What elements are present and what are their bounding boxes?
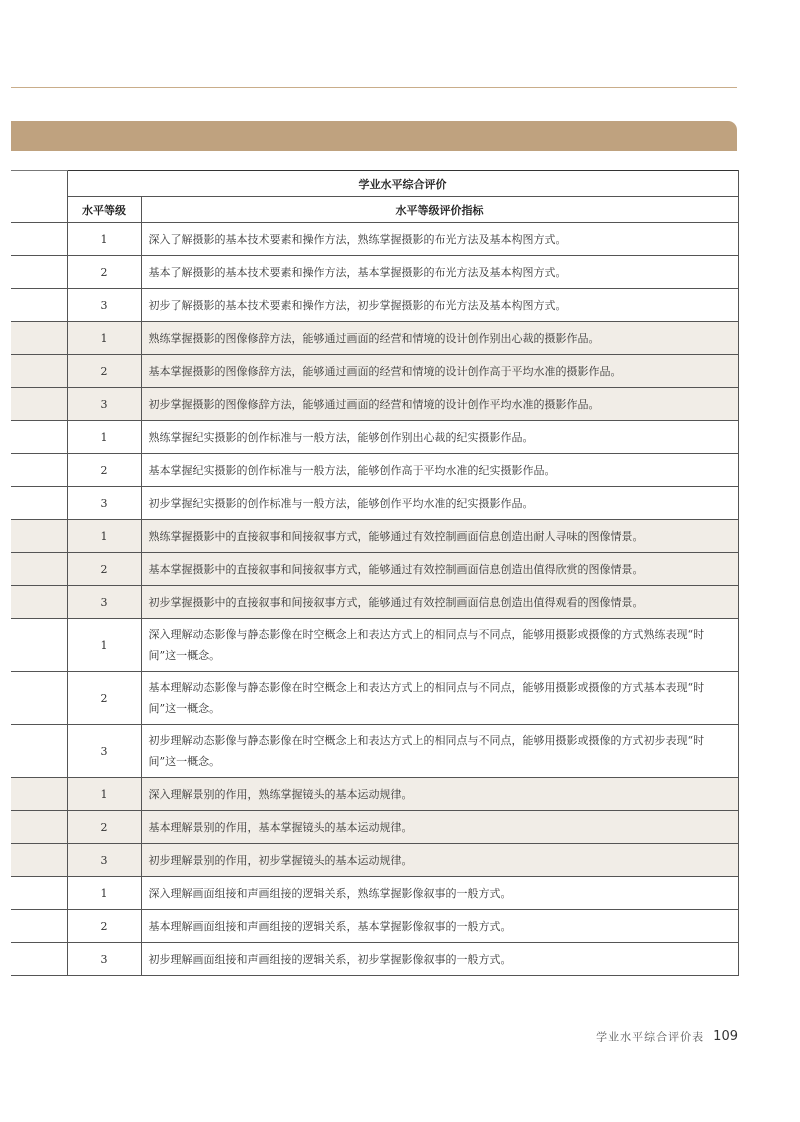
stub-cell [11, 877, 67, 910]
table-header-group-row [11, 171, 738, 197]
stub-cell [11, 910, 67, 943]
indicator-cell: 基本掌握摄影中的直接叙事和间接叙事方式，能够通过有效控制画面信息创造出值得欣赏的图像情景。 [141, 553, 738, 586]
level-cell: 2 [67, 910, 141, 943]
table-row [11, 388, 738, 421]
table-row [11, 421, 738, 454]
col-level-header: 水平等级 [67, 197, 141, 223]
indicator-cell: 基本掌握纪实摄影的创作标准与一般方法，能够创作高于平均水准的纪实摄影作品。 [141, 454, 738, 487]
level-cell: 2 [67, 454, 141, 487]
stub-cell [11, 619, 67, 672]
level-cell: 2 [67, 553, 141, 586]
stub-cell [11, 844, 67, 877]
table-row [11, 725, 738, 778]
indicator-cell: 深入理解动态影像与静态影像在时空概念上和表达方式上的相同点与不同点，能够用摄影或摄像的方式熟练表现“时间”这一概念。 [141, 619, 738, 672]
stub-cell [11, 322, 67, 355]
indicator-cell: 基本了解摄影的基本技术要素和操作方法，基本掌握摄影的布光方法及基本构图方式。 [141, 256, 738, 289]
stub-cell [11, 256, 67, 289]
indicator-cell: 基本掌握摄影的图像修辞方法，能够通过画面的经营和情境的设计创作高于平均水准的摄影作品。 [141, 355, 738, 388]
level-cell: 3 [67, 725, 141, 778]
stub-cell [11, 725, 67, 778]
stub-cell [11, 289, 67, 322]
indicator-cell: 熟练掌握纪实摄影的创作标准与一般方法，能够创作别出心裁的纪实摄影作品。 [141, 421, 738, 454]
table-row [11, 322, 738, 355]
table-row [11, 586, 738, 619]
level-cell: 3 [67, 388, 141, 421]
table-row [11, 454, 738, 487]
level-cell: 2 [67, 672, 141, 725]
footer-title: 学业水平综合评价表 [596, 1030, 705, 1044]
level-cell: 1 [67, 421, 141, 454]
stub-cell [11, 672, 67, 725]
table-header-row [11, 197, 738, 223]
evaluation-table-body [11, 171, 738, 976]
indicator-cell: 基本理解动态影像与静态影像在时空概念上和表达方式上的相同点与不同点，能够用摄影或摄像的方式基本表现“时间”这一概念。 [141, 672, 738, 725]
table-row [11, 520, 738, 553]
indicator-cell: 初步掌握摄影中的直接叙事和间接叙事方式，能够通过有效控制画面信息创造出值得观看的图像情景。 [141, 586, 738, 619]
page-footer [560, 1026, 738, 1045]
level-cell: 3 [67, 586, 141, 619]
indicator-cell: 基本理解画面组接和声画组接的逻辑关系，基本掌握影像叙事的一般方式。 [141, 910, 738, 943]
indicator-cell: 初步掌握纪实摄影的创作标准与一般方法，能够创作平均水准的纪实摄影作品。 [141, 487, 738, 520]
level-cell: 3 [67, 943, 141, 976]
level-cell: 1 [67, 619, 141, 672]
table-row [11, 672, 738, 725]
col-indicator-header: 水平等级评价指标 [141, 197, 738, 223]
table-row [11, 619, 738, 672]
header-band [11, 121, 737, 151]
level-cell: 3 [67, 289, 141, 322]
level-cell: 1 [67, 520, 141, 553]
indicator-cell: 初步掌握摄影的图像修辞方法，能够通过画面的经营和情境的设计创作平均水准的摄影作品。 [141, 388, 738, 421]
level-cell: 2 [67, 811, 141, 844]
header-group-cell: 学业水平综合评价 [67, 171, 738, 197]
page-number: 109 [713, 1029, 738, 1044]
indicator-cell: 熟练掌握摄影中的直接叙事和间接叙事方式，能够通过有效控制画面信息创造出耐人寻味的图像情景。 [141, 520, 738, 553]
stub-cell [11, 520, 67, 553]
stub-cell [11, 487, 67, 520]
stub-cell [11, 223, 67, 256]
table-row [11, 811, 738, 844]
indicator-cell: 深入理解景别的作用，熟练掌握镜头的基本运动规律。 [141, 778, 738, 811]
level-cell: 3 [67, 487, 141, 520]
level-cell: 1 [67, 223, 141, 256]
table-row [11, 289, 738, 322]
stub-header-cell [11, 171, 67, 223]
level-cell: 1 [67, 778, 141, 811]
level-cell: 2 [67, 256, 141, 289]
indicator-cell: 初步了解摄影的基本技术要素和操作方法，初步掌握摄影的布光方法及基本构图方式。 [141, 289, 738, 322]
indicator-cell: 深入理解画面组接和声画组接的逻辑关系，熟练掌握影像叙事的一般方式。 [141, 877, 738, 910]
level-cell: 2 [67, 355, 141, 388]
stub-cell [11, 355, 67, 388]
indicator-cell: 初步理解动态影像与静态影像在时空概念上和表达方式上的相同点与不同点，能够用摄影或摄像的方式初步表现“时间”这一概念。 [141, 725, 738, 778]
stub-cell [11, 553, 67, 586]
indicator-cell: 熟练掌握摄影的图像修辞方法，能够通过画面的经营和情境的设计创作别出心裁的摄影作品。 [141, 322, 738, 355]
stub-cell [11, 421, 67, 454]
table-row [11, 778, 738, 811]
level-cell: 3 [67, 844, 141, 877]
table-row [11, 910, 738, 943]
table-row [11, 256, 738, 289]
stub-cell [11, 388, 67, 421]
indicator-cell: 深入了解摄影的基本技术要素和操作方法，熟练掌握摄影的布光方法及基本构图方式。 [141, 223, 738, 256]
table-row [11, 877, 738, 910]
indicator-cell: 基本理解景别的作用，基本掌握镜头的基本运动规律。 [141, 811, 738, 844]
level-cell: 1 [67, 877, 141, 910]
table-row [11, 355, 738, 388]
top-divider [11, 87, 737, 88]
stub-cell [11, 586, 67, 619]
stub-cell [11, 778, 67, 811]
table-row [11, 844, 738, 877]
table-row [11, 943, 738, 976]
stub-cell [11, 811, 67, 844]
table-row [11, 487, 738, 520]
table-row [11, 223, 738, 256]
evaluation-table [11, 170, 739, 976]
table-row [11, 553, 738, 586]
indicator-cell: 初步理解画面组接和声画组接的逻辑关系，初步掌握影像叙事的一般方式。 [141, 943, 738, 976]
level-cell: 1 [67, 322, 141, 355]
stub-cell [11, 454, 67, 487]
stub-cell [11, 943, 67, 976]
indicator-cell: 初步理解景别的作用，初步掌握镜头的基本运动规律。 [141, 844, 738, 877]
